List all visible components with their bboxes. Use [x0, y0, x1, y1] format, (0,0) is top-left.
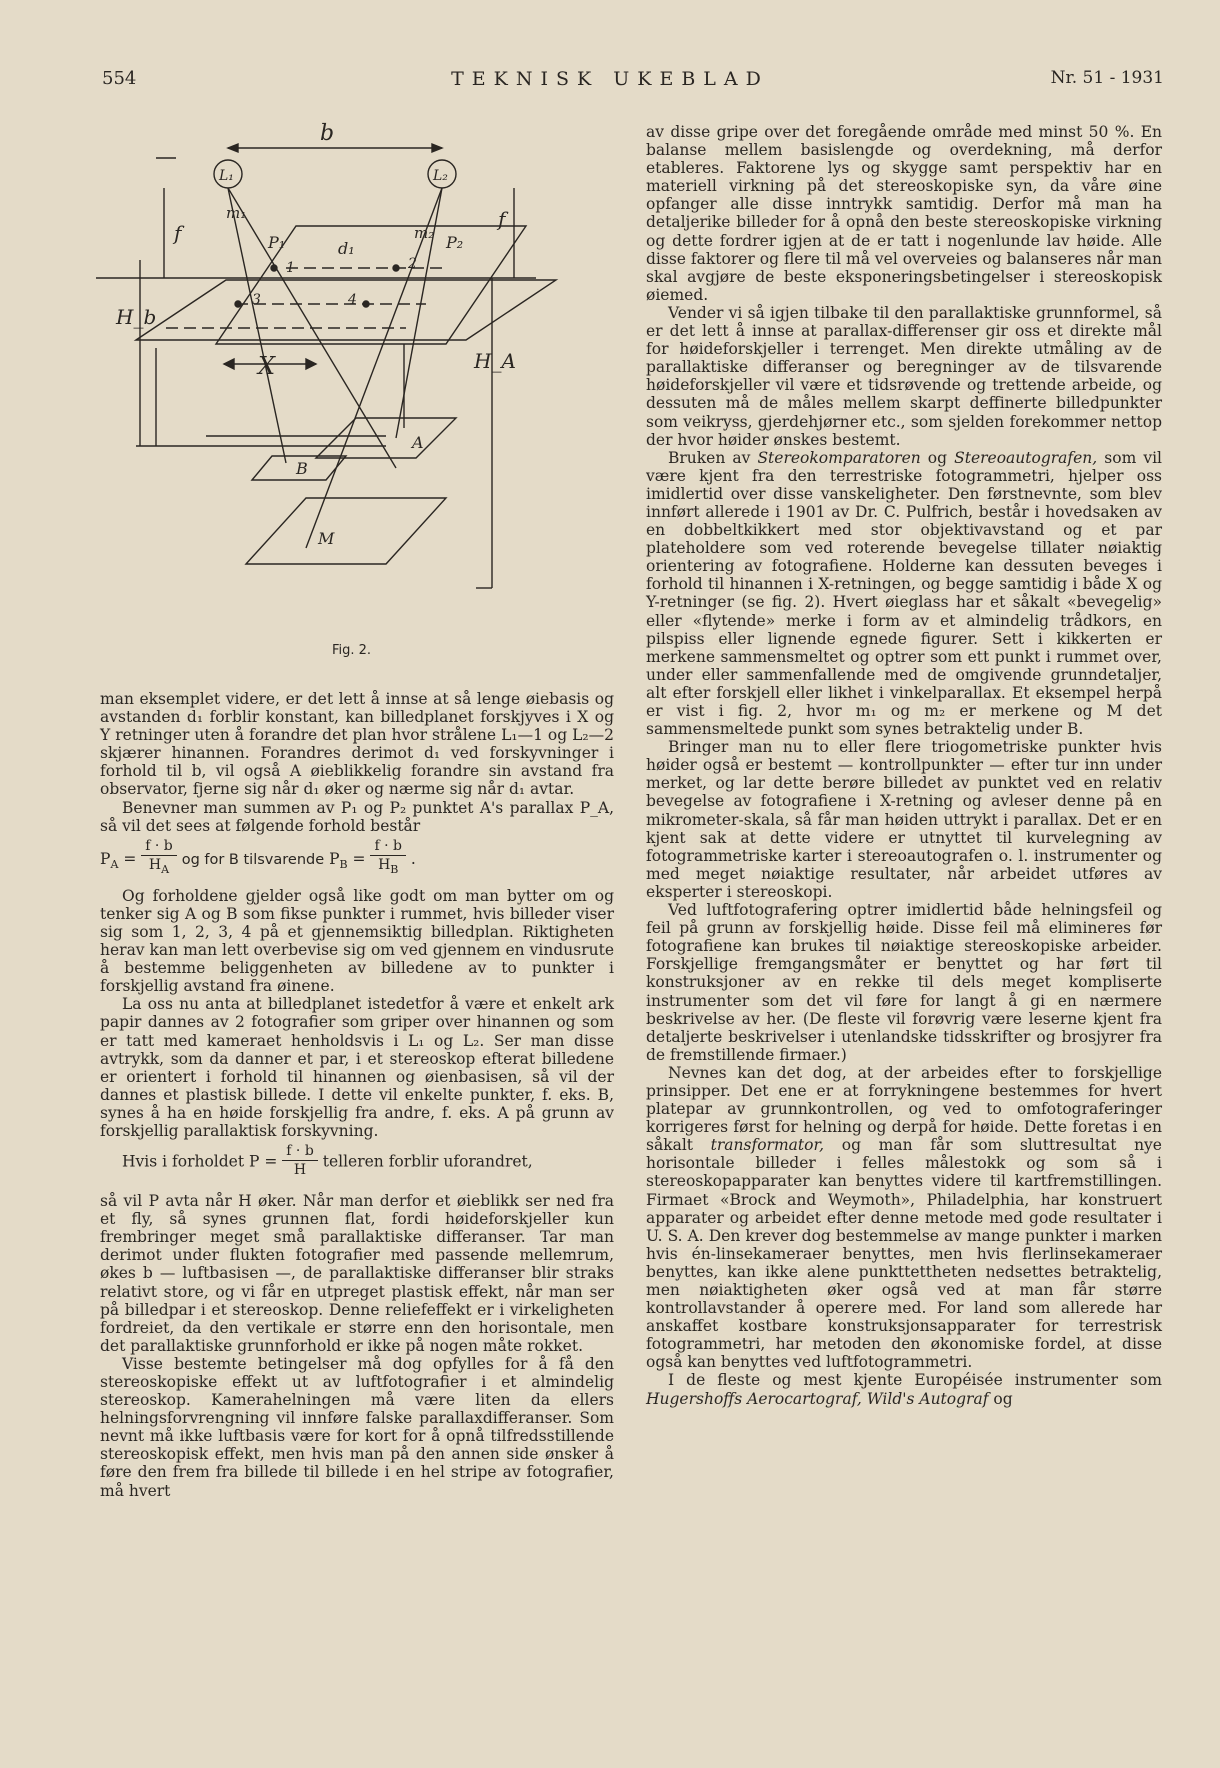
left-paragraph-1: man eksemplet videre, er det lett å innse at så lenge øiebasis og avstanden d₁ forblir konstant, kan billedplanet forskjyves i X og Y retninger uten å forandre det plan hvor strålene L₁—1 og L₂—2 skjærer hinannen. Forandres derimot d₁ ved forskyvninger i forhold til b, vil også A øieblikkelig forandre sin avstand fra observator, fjerne sig når d₁ øker og nærme sig når d₁ avtar. — [100, 690, 614, 799]
label-M: M — [318, 529, 335, 548]
ray-L2-M — [306, 188, 442, 548]
issue-number: Nr. 51 - 1931 — [1050, 68, 1164, 88]
eq-equals: = — [123, 849, 137, 868]
eq-num-A: f · b — [141, 837, 177, 856]
eq2-post: telleren forblir uforandret, — [322, 1152, 533, 1171]
label-A: A — [412, 433, 424, 452]
eq-PA-sub: A — [110, 857, 119, 871]
point-1 — [271, 265, 277, 271]
parallax-equation — [100, 839, 614, 883]
right-p3-c: som vil være kjent fra den terrestriske fotogrammetri, hjelper oss imidlertid over disse vanskeligheter. Den førstnevnte, som blev innført allerede i 1901 av Dr. C. Pulfrich, består i hovedsaken av en dobbeltkikkert med stor objektivavstand og et par plateholdere som ved roterende bevegelse tillater nøiaktig orientering av fotografiene. Holderne kan dessuten beveges i forhold til hinannen i X-retningen, og begge samtidig i både X og Y-retninger (se fig. 2). Hvert øieglass har et såkalt «bevegelig» eller «flytende» merke i form av et almindelig trådkors, en pilspiss eller lignende egnede figurer. Sett i kikkerten er merkene sammensmeltet og optrer som ett punkt i rummet over, under eller sammenfallende med de omgivende grunndetaljer, alt efter forskjell eller likhet i vinkelparallax. Et eksempel herpå er vist i fig. 2, hvor m₁ og m₂ er merkene og M det sammensmeltede punkt som synes betraktelig under B. — [646, 448, 1162, 739]
point-4a — [393, 265, 399, 271]
right-paragraph-5: Ved luftfotografering optrer imidlertid både helningsfeil og feil på grunn av forskjellig høide. Disse feil må elimineres før fotografiene kan brukes til nøiaktige stereoskopiske arbeider. Forskjellige fremgangsmåter er benyttet og har ført til konstruksjoner av en rekke til dels meget kompliserte instrumenter som det vil føre for langt å gi en nærmere beskrivelse av her. (De fleste vil forøvrig være leserne kjent fra detaljerte beskrivelser i utenlandske tidsskrifter og brosjyrer fra de fremstillende firmaer.) — [646, 901, 1162, 1064]
page-number: 554 — [102, 68, 137, 89]
label-X: X — [258, 352, 276, 380]
stereokomparatoren-term: Stereokomparatoren — [757, 448, 921, 467]
right-paragraph-6 — [646, 1064, 1162, 1372]
journal-title: TEKNISK UKEBLAD — [451, 68, 769, 90]
right-paragraph-1: av disse gripe over det foregående område med minst 50 %. En balanse mellem basislengde og overdekning, må derfor etableres. Faktorene lys og skygge samt perspektiv har en materiell virkning på det stereoskopiske syn, da våre øine opfanger alle disse inntrykk samtidig. Derfor må man ha detaljerike billeder for å opnå den beste stereoskopiske virkning og dette fordrer igjen at de er tatt i nogenlunde lav høide. Alle disse faktorer og flere til må vel overveies og balanseres når man skal avgjøre de beste eksponeringsbetingelser i stereoskopisk øiemed. — [646, 123, 1162, 304]
label-Hb: H_b — [116, 305, 157, 329]
label-HA: H_A — [474, 349, 516, 373]
ray-L1-B — [228, 188, 286, 463]
label-m2: m₂ — [414, 224, 435, 242]
eq-fraction-A — [141, 837, 177, 879]
transformator-term: transformator, — [710, 1136, 825, 1155]
right-p3-b: og — [920, 448, 955, 467]
label-B: B — [296, 459, 308, 478]
label-P2: P₂ — [446, 233, 464, 252]
label-L1: L₁ — [219, 168, 234, 184]
label-2: 2 — [408, 256, 417, 272]
label-3: 3 — [252, 292, 261, 308]
label-f-left: f — [174, 221, 182, 245]
eq-equals-2: = — [352, 849, 366, 868]
left-paragraph-4: La oss nu anta at billedplanet istedetfor å være et enkelt ark papir dannes av 2 fotografier som griper over hinannen og som er tatt med kameraet henholdsvis i L₁ og L₂. Ser man disse avtrykk, som da danner et par, i et stereoskop efterat billedene er orientert i forhold til hinannen og øienbasisen, så vil der dannes et plastisk billede. I dette vil enkelte punkter, f. eks. B, synes å ha en høide forskjellig fra andre, f. eks. A på grunn av forskjellig parallaktisk forskyvning. — [100, 995, 614, 1140]
eq-den-A — [141, 856, 177, 879]
plane-M — [246, 498, 446, 564]
eq-den-B-sub: B — [390, 862, 399, 876]
page-header — [0, 68, 1220, 98]
eq-end: . — [410, 849, 416, 868]
eq-mid-text: og for B tilsvarende — [181, 851, 325, 868]
right-paragraph-7 — [646, 1371, 1162, 1407]
right-p3-a: Bruken av — [668, 448, 758, 467]
label-f-right: f — [498, 207, 506, 231]
point-3 — [235, 301, 241, 307]
eq-PB: P — [329, 849, 340, 868]
parallax-diagram-svg — [96, 118, 616, 663]
eq-num-B: f · b — [370, 837, 406, 856]
right-p6-a: Nevnes kan det dog, at der arbeides efter to forskjellige prinsipper. Det ene er at forrykningene bestemmes for hvert platepar av grunnkontrollen, og ved to omfotograferinger korrigeres først for helning og derpå for høide. Dette foretas i en såkalt — [646, 1063, 1162, 1155]
point-4 — [363, 301, 369, 307]
P-equation — [100, 1144, 614, 1188]
label-4: 4 — [348, 292, 357, 308]
eq2-num: f · b — [282, 1142, 318, 1161]
left-paragraph-6: Visse bestemte betingelser må dog opfylles for å få den stereoskopiske effekt ut av luftfotografier i et almindelig stereoskop. Kamerahelningen må være liten da ellers helningsforvrengning vil innføre falske parallaxdifferanser. Som nevnt må ikke luftbasis være for kort for å opnå tilfredsstillende stereoskopisk effekt, men hvis man på den annen side ønsker å føre den frem fra billede til billede i en hel stripe av fotografier, må hvert — [100, 1354, 614, 1500]
eq-den-B-H: H — [378, 856, 391, 873]
left-paragraph-3: Og forholdene gjelder også like godt om man bytter om og tenker sig A og B som fikse punkter i rummet, hvis billeder viser sig som 1, 2, 3, 4 på et gjennemsiktig billedplan. Riktigheten herav kan man lett overbevise sig om ved gjennem en vindusrute å bestemme beliggenheten av billedene av to punkter i forskjellig avstand fra øinene. — [100, 886, 614, 996]
label-L2: L₂ — [433, 168, 448, 184]
right-paragraph-3 — [646, 449, 1162, 739]
eq-den-A-sub: A — [161, 862, 170, 876]
left-paragraph-5: så vil P avta når H øker. Når man derfor et øieblikk ser ned fra et fly, så synes grunnen flat, fordi høideforskjeller kun frembringer meget små parallaktiske differanser. Tar man derimot under flukten fotografier med passende mellemrum, økes b — luftbasisen —, de parallaktiske differanser blir straks relativt store, og vi får en utpreget plastisk effekt, når man ser på billedpar i et stereoskop. Denne reliefeffekt er i virkeligheten fordreiet, da den vertikale er større enn den horisontale, men det parallaktiske grunnforhold er ikke på nogen måte rokket. — [100, 1192, 614, 1355]
eq2-den: H — [293, 1162, 307, 1179]
right-paragraph-2: Vender vi så igjen tilbake til den parallaktiske grunnformel, så er det lett å innse at parallax-differenser gir oss et direkte mål for høideforskjeller i terrenget. Men direkte utmåling av de parallaktiske differanser og beregninger av de tilsvarende høideforskjeller vil være et tidsrøvende og trettende arbeide, og dessuten må de måles mellem skarpt deffinerte billedpunkter som veikryss, gjerdehjørner etc., som sjelden forekommer nettop der hvor høider ønskes bestemt. — [646, 303, 1162, 449]
eq-PB-sub: B — [339, 857, 348, 871]
middle-plane — [136, 280, 556, 340]
right-p6-b: og man får som sluttresultat nye horisontale billeder i felles målestokk og som så i stereoskopapparater kan benyttes videre til kartfremstillingen. Firmaet «Brock and Weymoth», Philadelphia, har konstruert apparater og arbeidet efter denne metode med gode resultater i U. S. A. Den krever dog bestemmelse av mange punkter i marken hvis én-linsekameraer benyttes, men hvis flerlinsekameraer benyttes, kan ikke alene punkttettheten nedsettes betraktelig, men nøiaktigheten øker også ved at man får større kontrollavstander å operere med. For land som allerede har anskaffet kostbare konstruksjonsapparater for terrestrisk fotogrammetri, har metoden den økonomiske fordel, at disse også kan benyttes ved luftfotogrammetri. — [646, 1136, 1162, 1372]
label-m1: m₁ — [226, 204, 247, 222]
right-p7-a: I de fleste og mest kjente Européisée instrumenter som — [668, 1371, 1162, 1390]
instrument-names: Hugershoffs Aerocartograf, Wild's Autograf — [646, 1389, 989, 1408]
stereoautografen-term: Stereoautografen, — [954, 448, 1098, 467]
right-paragraph-4: Bringer man nu to eller flere triogometriske punkter hvis høider også er bestemt — kontrollpunkter — efter tur inn under merket, og lar dette berøre billedet av punktet ved en relativ bevegelse av fotografiene i X-retning og avleser denne på en mikrometer-skala, så får man høiden uttrykt i parallax. Det er en kjent sak at dette videre er utnyttet til kurvelegning av fotogrammetriske karter i stereoautografen o. l. instrumenter og med meget nøiaktige resultater, når arbeidet utføres av eksperter i stereoskopi. — [646, 738, 1162, 901]
label-1: 1 — [286, 260, 295, 276]
upper-image-plane — [216, 226, 526, 344]
eq-den-B — [370, 856, 406, 879]
left-column — [100, 690, 614, 1500]
label-P1: P₁ — [268, 233, 286, 252]
label-d1: d₁ — [338, 239, 355, 258]
right-p7-b: og — [988, 1389, 1013, 1408]
left-paragraph-2: Benevner man summen av P₁ og P₂ punktet A's parallax P_A, så vil det sees at følgende forhold består — [100, 798, 614, 835]
right-column — [646, 123, 1162, 1408]
eq-fraction-B — [370, 837, 406, 879]
figure-2-diagram — [96, 118, 616, 663]
eq-den-A-H: H — [148, 856, 162, 873]
eq-PA: P — [100, 849, 111, 868]
figure-caption: Fig. 2. — [332, 643, 372, 658]
eq2-fraction — [282, 1142, 318, 1179]
eq2-pre: Hvis i forholdet P = — [122, 1152, 278, 1171]
label-b: b — [320, 121, 335, 146]
